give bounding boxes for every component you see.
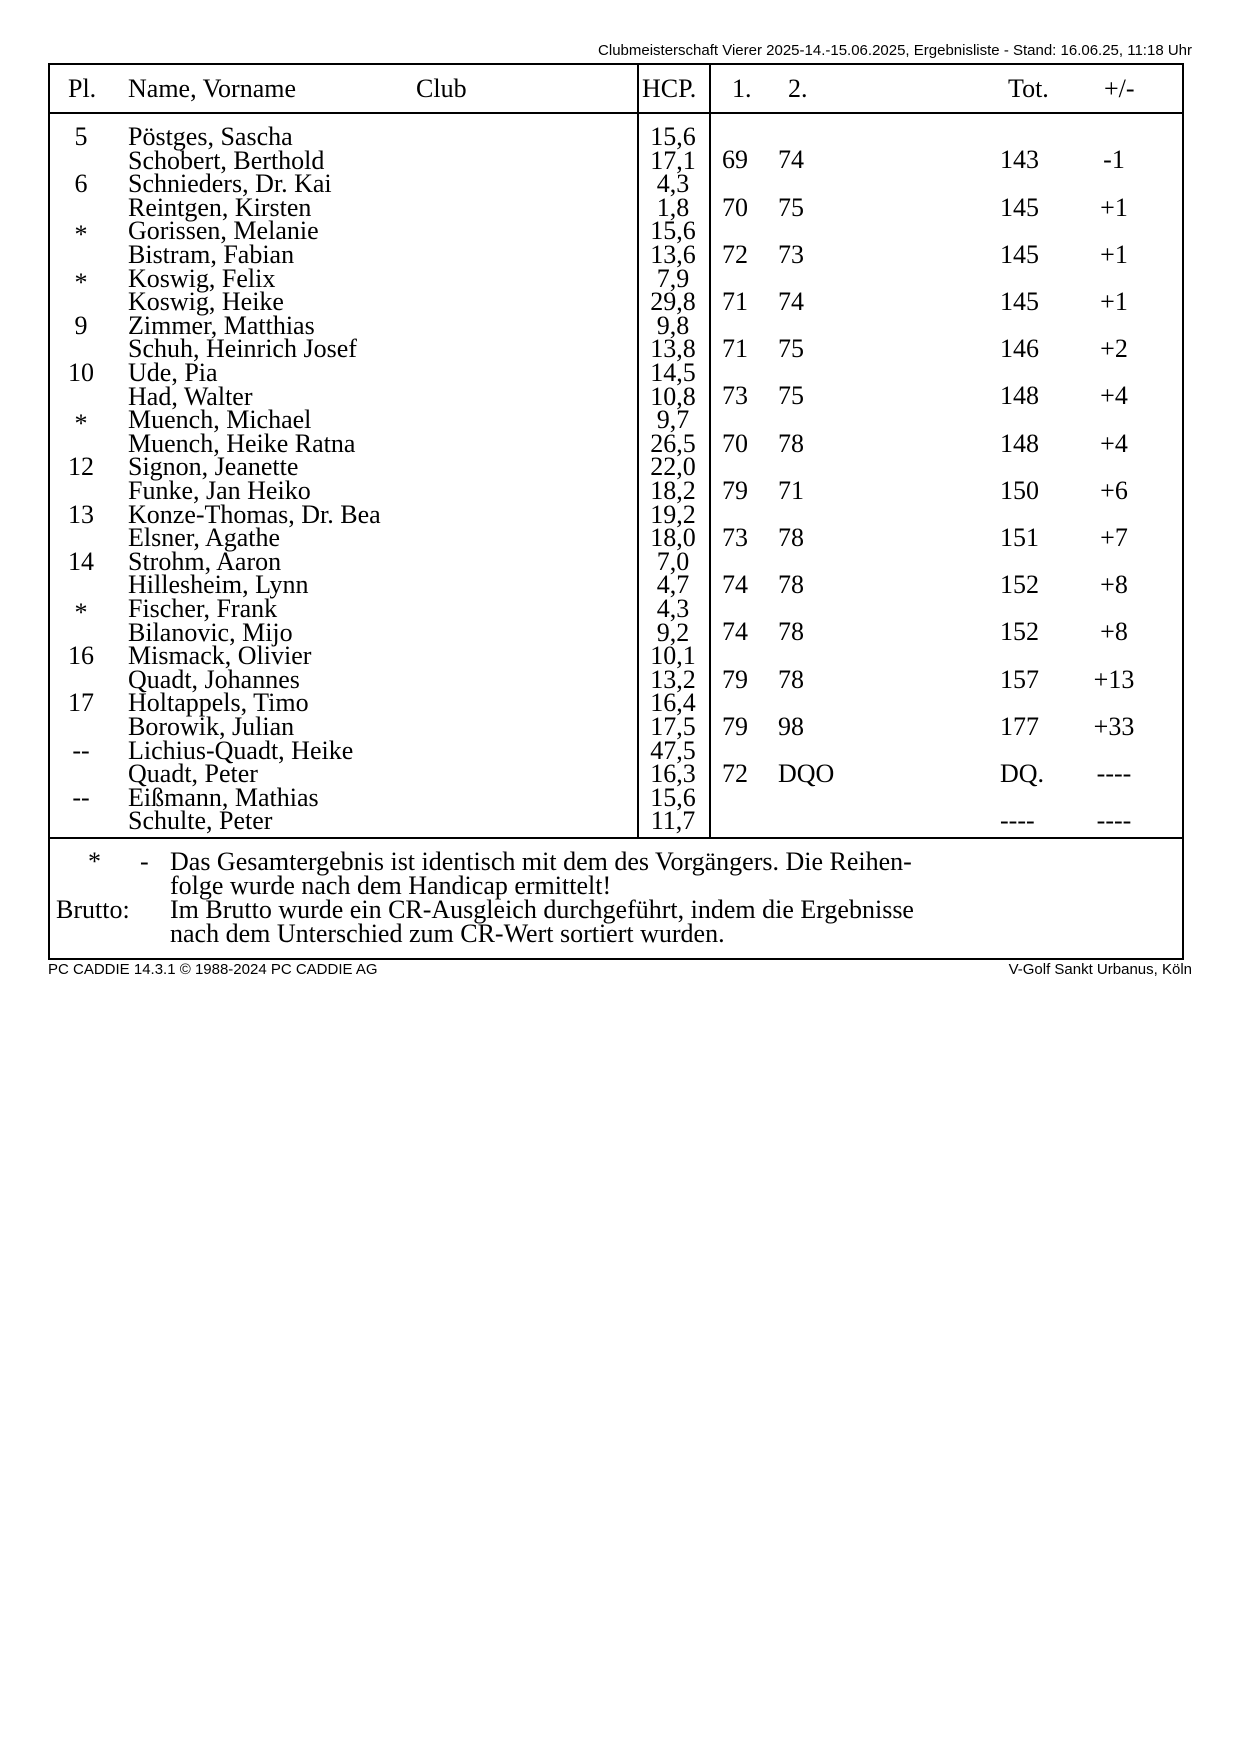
round2-score: 74 [778,145,804,175]
player-hcp: 1,8 [656,192,690,222]
player-hcp: 11,7 [650,806,696,836]
col-diff-header: +/- [1104,74,1135,103]
player-name: Ude, Pia [128,358,218,387]
place: * [74,409,88,439]
total-score: DQ. [1000,759,1045,788]
result-table [48,63,1184,960]
player-hcp: 16,3 [650,759,696,789]
place: 10 [68,358,94,387]
player-hcp: 9,2 [656,617,690,647]
player-hcp: 47,5 [650,735,696,765]
round2-score: DQO [778,759,835,788]
round2-score: 78 [778,428,804,458]
score-diff: -1 [1103,145,1125,175]
player-name: Fischer, Frank [128,594,278,623]
total-score: ---- [1000,806,1035,836]
total-score: 177 [1000,711,1039,741]
total-score: 143 [1000,145,1039,175]
player-name: Koswig, Felix [128,263,276,293]
player-hcp: 4,3 [656,594,690,623]
place: -- [72,782,90,812]
col-round1-header: 1. [732,74,752,103]
note-star-dash: - [140,847,149,876]
player-hcp: 26,5 [650,428,696,458]
player-name: Muench, Michael [128,405,312,435]
round1-score: 71 [722,334,748,364]
player-name: Strohm, Aaron [128,546,282,576]
notes-separator [50,837,1182,839]
player-name: Funke, Jan Heiko [128,476,311,505]
player-hcp: 4,7 [656,570,690,600]
col-total-header: Tot. [1008,74,1049,103]
report-title: Clubmeisterschaft Vierer 2025-14.-15.06.2025, Ergebnisliste - Stand: 16.06.25, 11:18 Uhr [598,42,1192,59]
total-score: 148 [1000,381,1039,411]
player-hcp: 19,2 [650,499,696,529]
player-hcp: 4,3 [656,169,690,199]
round2-score: 71 [778,475,804,505]
player-name: Bistram, Fabian [128,240,295,269]
round1-score: 70 [722,428,748,458]
player-hcp: 13,6 [650,240,696,269]
note-star-line1: Das Gesamtergebnis ist identisch mit dem des Vorgängers. Die Reihen- [170,847,912,876]
round1-score: 72 [722,759,748,788]
player-name: Gorissen, Melanie [128,216,319,246]
score-diff: +1 [1100,287,1128,316]
score-diff: +8 [1100,570,1128,600]
round2-score: 74 [778,287,804,316]
place: 5 [74,122,88,151]
col-round2-header: 2. [788,74,808,103]
player-hcp: 10,8 [650,381,696,411]
place: -- [72,735,90,765]
player-name: Konze-Thomas, Dr. Bea [128,499,381,529]
player-name: Schobert, Berthold [128,145,325,175]
name-hcp-divider [637,65,639,837]
score-diff: +1 [1100,192,1128,222]
player-hcp: 16,4 [650,688,696,718]
player-hcp: 15,6 [650,216,696,246]
score-diff: ---- [1096,759,1132,788]
total-score: 150 [1000,475,1039,505]
footer-club: V-Golf Sankt Urbanus, Köln [1008,961,1192,978]
round1-score: 71 [722,287,748,316]
score-diff: +6 [1100,475,1128,505]
player-hcp: 17,1 [650,145,696,175]
place: * [74,267,88,297]
player-name: Schuh, Heinrich Josef [128,334,357,364]
player-name: Had, Walter [128,381,253,411]
player-name: Pöstges, Sascha [128,122,293,151]
player-name: Borowik, Julian [128,712,295,741]
score-diff: ---- [1096,806,1132,836]
round1-score: 74 [722,617,748,647]
player-hcp: 15,6 [650,782,696,812]
note-brutto-line2: nach dem Unterschied zum CR-Wert sortiert wurden. [170,919,725,948]
player-hcp: 18,0 [650,523,696,553]
player-name: Zimmer, Matthias [128,310,315,340]
player-hcp: 15,6 [650,122,696,151]
round1-score: 79 [722,475,748,505]
col-hcp-header: HCP. [642,74,697,103]
round2-score: 73 [778,239,804,269]
note-brutto-label: Brutto: [56,895,130,924]
round1-score: 72 [722,239,748,269]
round2-score: 78 [778,570,804,600]
player-hcp: 13,2 [650,664,696,694]
player-name: Schulte, Peter [128,806,273,836]
round2-score: 78 [778,617,804,647]
score-diff: +13 [1093,664,1135,694]
score-diff: +4 [1100,381,1128,411]
round1-score: 70 [722,192,748,222]
round1-score: 74 [722,570,748,600]
player-hcp: 22,0 [650,452,696,482]
player-name: Quadt, Peter [128,759,258,789]
player-hcp: 13,8 [650,334,696,364]
score-diff: +33 [1093,711,1135,741]
player-hcp: 18,2 [650,476,696,505]
player-hcp: 9,8 [656,310,690,340]
score-diff: +8 [1100,617,1128,647]
round1-score: 69 [722,145,748,175]
player-hcp: 17,5 [650,712,696,741]
total-score: 152 [1000,617,1039,647]
col-name-header: Name, Vorname [128,74,296,103]
place: 16 [68,641,94,671]
player-name: Koswig, Heike [128,287,284,317]
col-place-header: Pl. [68,74,97,103]
total-score: 152 [1000,570,1039,600]
player-hcp: 7,0 [656,546,690,576]
header-separator [50,112,1182,114]
score-diff: +7 [1100,523,1128,552]
round1-score: 73 [722,523,748,552]
player-hcp: 14,5 [650,358,696,387]
total-score: 148 [1000,428,1039,458]
round1-score: 79 [722,664,748,694]
place: 9 [74,310,88,340]
player-name: Quadt, Johannes [128,664,300,694]
player-name: Mismack, Olivier [128,641,312,671]
place: 17 [68,688,94,718]
total-score: 146 [1000,334,1039,364]
round2-score: 78 [778,523,804,552]
place: 13 [68,499,94,529]
player-name: Eißmann, Mathias [128,782,319,812]
score-diff: +1 [1100,239,1128,269]
place: 14 [68,546,94,576]
round1-score: 79 [722,711,748,741]
player-name: Muench, Heike Ratna [128,428,356,458]
score-diff: +2 [1100,334,1128,364]
round2-score: 78 [778,664,804,694]
player-name: Bilanovic, Mijo [128,617,293,647]
player-name: Lichius-Quadt, Heike [128,735,354,765]
score-diff: +4 [1100,428,1128,458]
note-star-line2: folge wurde nach dem Handicap ermittelt! [170,871,612,900]
player-name: Schnieders, Dr. Kai [128,169,332,199]
total-score: 145 [1000,239,1039,269]
place: 12 [68,452,94,482]
player-name: Reintgen, Kirsten [128,192,312,222]
round2-score: 75 [778,192,804,222]
place: * [74,220,88,250]
player-name: Hillesheim, Lynn [128,570,309,600]
total-score: 151 [1000,523,1039,552]
hcp-score-divider [709,65,711,837]
total-score: 145 [1000,287,1039,316]
note-star-symbol: * [88,847,101,876]
total-score: 157 [1000,664,1039,694]
round1-score: 73 [722,381,748,411]
place: * [74,598,88,627]
player-hcp: 10,1 [650,641,696,671]
round2-score: 98 [778,711,804,741]
player-hcp: 9,7 [656,405,690,435]
footer-software: PC CADDIE 14.3.1 © 1988-2024 PC CADDIE AG [48,961,378,978]
round2-score: 75 [778,381,804,411]
note-brutto-line1: Im Brutto wurde ein CR-Ausgleich durchgeführt, indem die Ergebnisse [170,895,914,924]
player-hcp: 7,9 [656,263,690,293]
player-name: Holtappels, Timo [128,688,309,718]
total-score: 145 [1000,192,1039,222]
place: 6 [74,169,88,199]
player-name: Elsner, Agathe [128,523,281,553]
player-name: Signon, Jeanette [128,452,299,482]
player-hcp: 29,8 [650,287,696,317]
col-club-header: Club [416,74,467,103]
round2-score: 75 [778,334,804,364]
